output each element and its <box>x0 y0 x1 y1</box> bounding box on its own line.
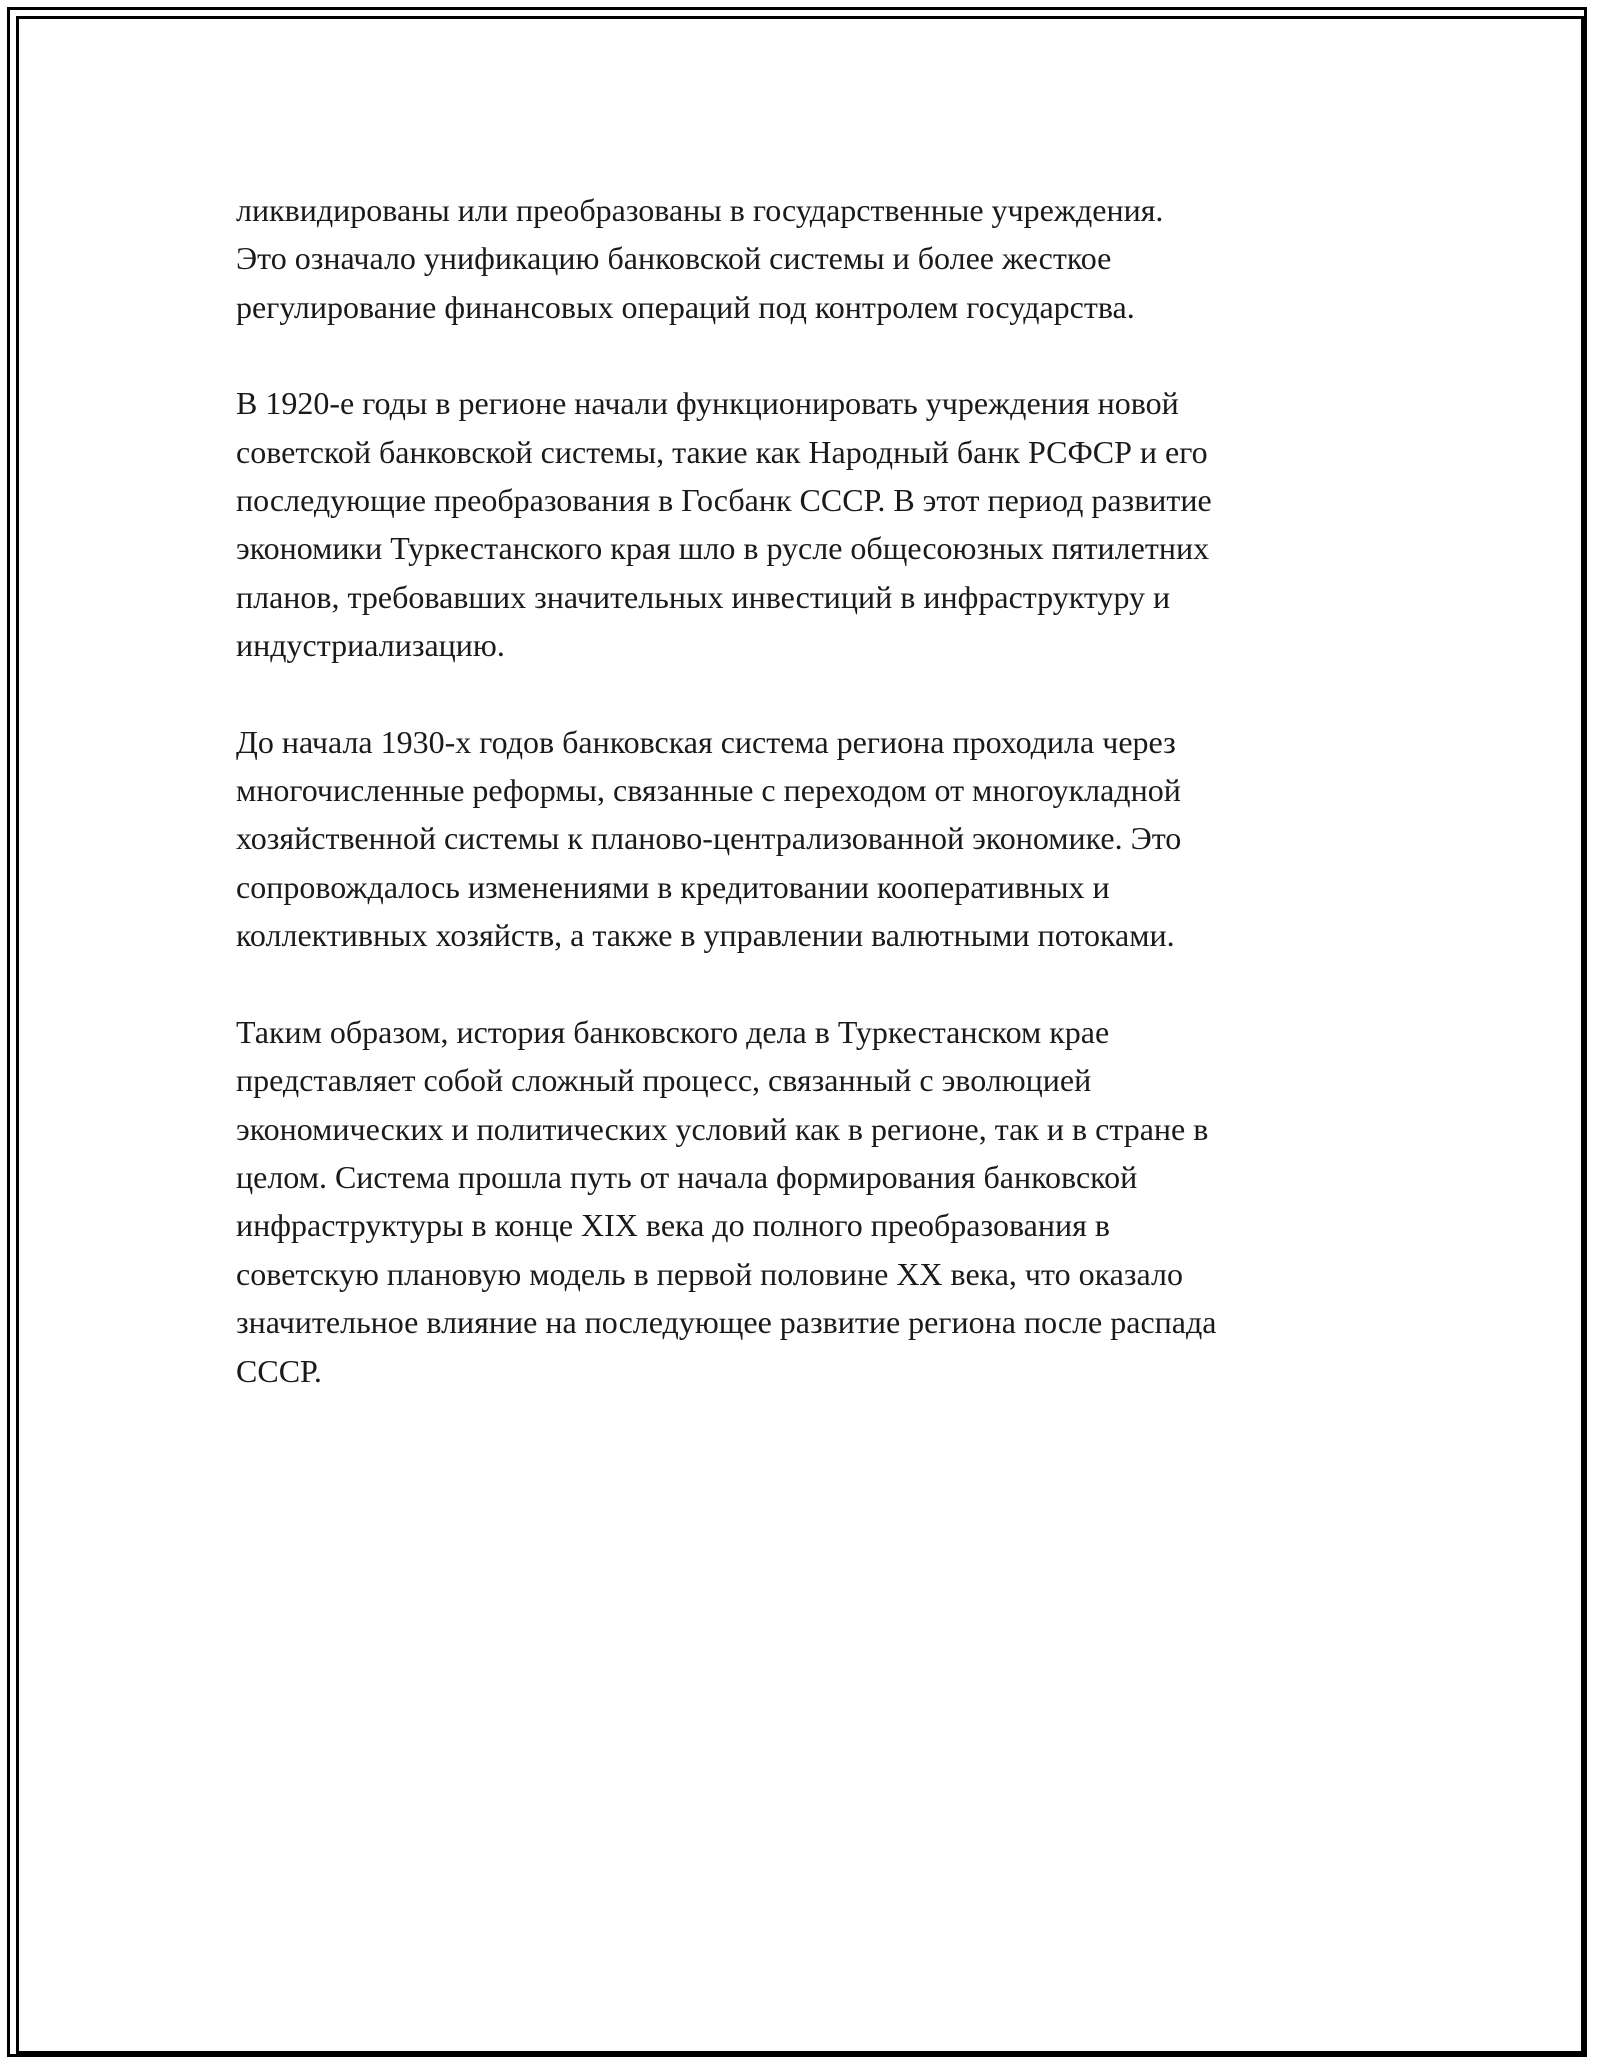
paragraph-4: Таким образом, история банковского дела в Туркестанском крае представляет собой сложный процесс, связанный с эволюцией экономических и политических условий как в регионе, так и в стране в целом. Система прошла путь от начала формирования банковской инфраструктуры в конце XIX века до полного преобразования в советскую плановую модель в первой половине XX века, что оказало значительное влияние на последующее развитие региона после распада СССР. <box>236 1013 1217 1389</box>
paragraph-2: В 1920-е годы в регионе начали функционировать учреждения новой советской банковской системы, такие как Народный банк РСФСР и его последующие преобразования в Госбанк СССР. В этот период развитие экономики Туркестанского края шло в русле общесоюзных пятилетних планов, требовавших значительных инвестиций в инфраструктуру и индустриализацию. <box>236 385 1212 664</box>
document-body <box>236 186 1376 1443</box>
paragraph-1: ликвидированы или преобразованы в государственные учреждения. Это означало унификацию банковской системы и более жесткое регулирование финансовых операций под контролем государства. <box>236 192 1164 325</box>
paragraph-3: До начала 1930-х годов банковская система региона проходила через многочисленные реформы, связанные с переходом от многоукладной хозяйственной системы к планово-централизованной экономике. Это сопровождалось изменениями в кредитовании кооперативных и коллективных хозяйств, а также в управлении валютными потоками. <box>236 723 1182 954</box>
